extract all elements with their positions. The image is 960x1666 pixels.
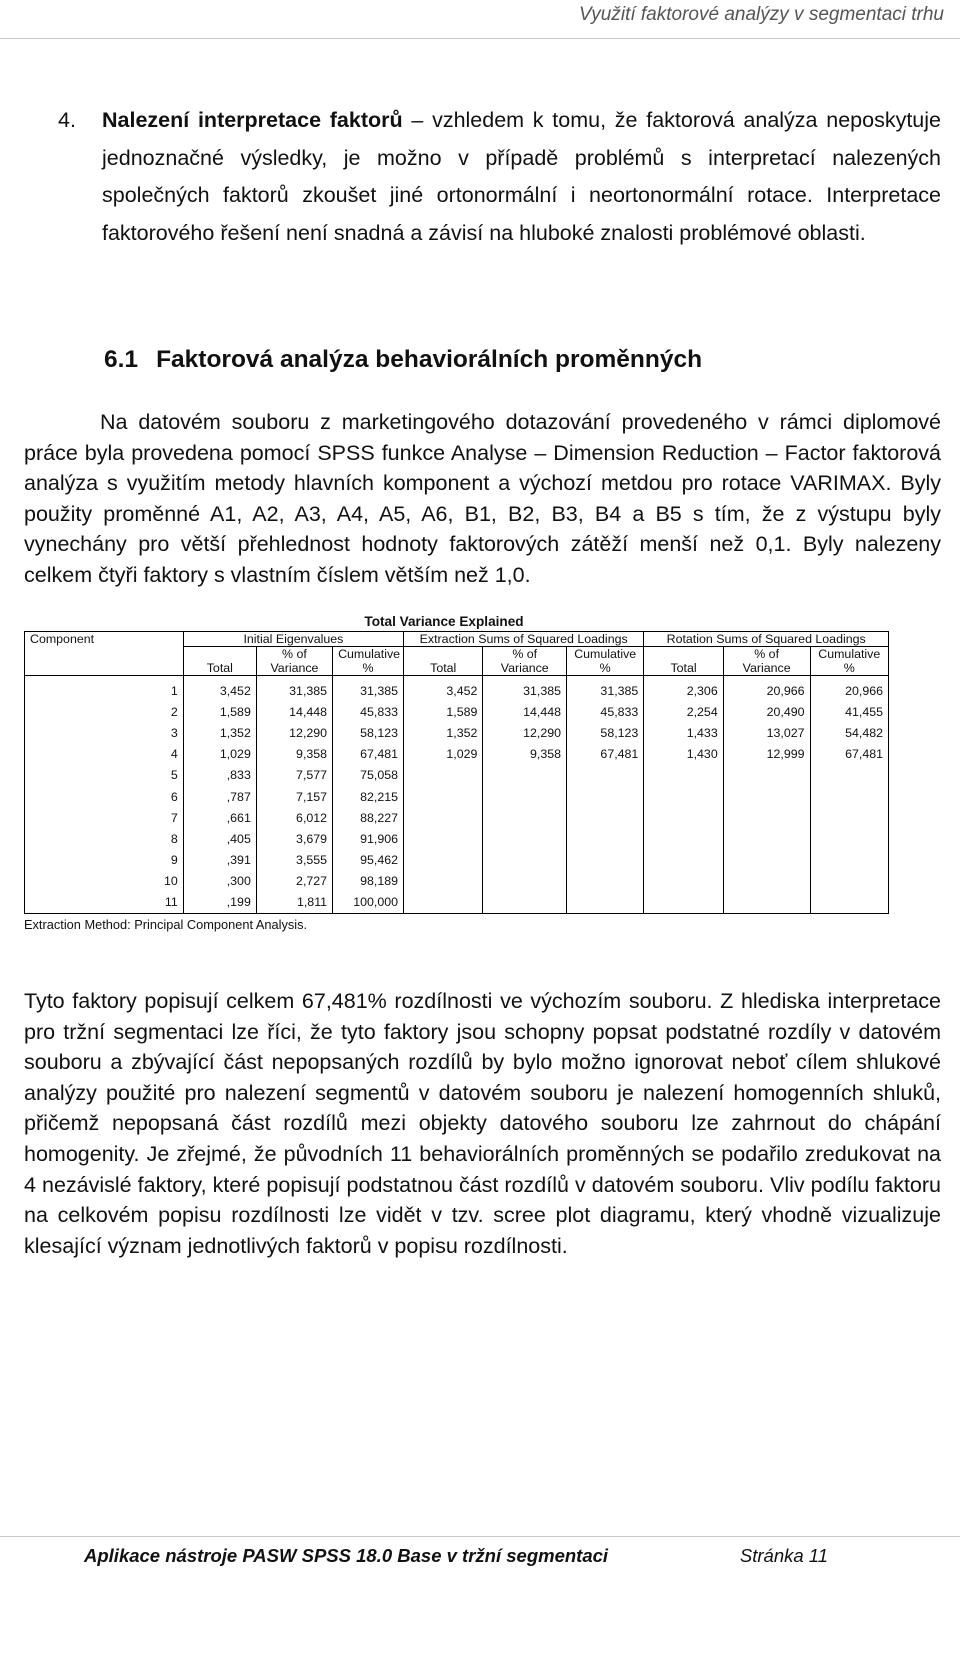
value-cell <box>567 807 644 828</box>
value-cell: 3,679 <box>256 828 332 849</box>
table-row <box>25 850 889 871</box>
value-cell <box>723 807 810 828</box>
value-cell: 1,811 <box>256 892 332 914</box>
value-cell <box>404 850 483 871</box>
value-cell <box>644 786 723 807</box>
value-cell <box>644 807 723 828</box>
section-heading <box>104 346 702 374</box>
value-cell <box>483 871 567 892</box>
value-cell: 7,577 <box>256 765 332 786</box>
value-cell: ,405 <box>183 828 256 849</box>
value-cell: 2,306 <box>644 676 723 702</box>
component-cell: 8 <box>25 828 184 849</box>
value-cell: 13,027 <box>723 722 810 743</box>
page-number: Stránka 11 <box>739 1545 828 1566</box>
value-cell: 31,385 <box>333 676 404 702</box>
value-cell <box>810 871 888 892</box>
sub-header-cum-line: % <box>599 661 611 675</box>
section-number: 6.1 <box>104 346 139 373</box>
value-cell: 1,029 <box>404 744 483 765</box>
value-cell <box>644 828 723 849</box>
sub-header-pct-line: Variance <box>270 661 319 675</box>
value-cell: 14,448 <box>256 701 332 722</box>
value-cell: 45,833 <box>567 701 644 722</box>
numbered-list-item <box>36 102 941 252</box>
value-cell: 20,490 <box>723 701 810 722</box>
value-cell <box>810 786 888 807</box>
value-cell: 98,189 <box>333 871 404 892</box>
value-cell: 6,012 <box>256 807 332 828</box>
value-cell: 45,833 <box>333 701 404 722</box>
value-cell <box>567 892 644 914</box>
value-cell: ,787 <box>183 786 256 807</box>
component-cell: 7 <box>25 807 184 828</box>
list-item-lead: Nalezení interpretace faktorů <box>102 108 403 132</box>
sub-header-cum-line: Cumulative <box>574 647 637 661</box>
value-cell: ,300 <box>183 871 256 892</box>
value-cell <box>567 850 644 871</box>
value-cell: 58,123 <box>333 722 404 743</box>
table-row <box>25 701 889 722</box>
value-cell <box>567 871 644 892</box>
value-cell <box>483 786 567 807</box>
component-cell: 4 <box>25 744 184 765</box>
value-cell: ,391 <box>183 850 256 871</box>
value-cell: 88,227 <box>333 807 404 828</box>
value-cell <box>810 892 888 914</box>
table-body <box>25 676 889 914</box>
value-cell <box>483 807 567 828</box>
sub-header-cum-line: Cumulative <box>338 647 401 661</box>
value-cell: 2,254 <box>644 701 723 722</box>
section-title: Faktorová analýza behaviorálních proměnných <box>156 346 703 373</box>
value-cell <box>723 765 810 786</box>
value-cell: 2,727 <box>256 871 332 892</box>
value-cell: 54,482 <box>810 722 888 743</box>
value-cell <box>644 871 723 892</box>
sub-header-pct <box>256 647 332 676</box>
component-cell: 1 <box>25 676 184 702</box>
value-cell <box>404 871 483 892</box>
value-cell: 1,430 <box>644 744 723 765</box>
sub-header-pct-line: % of <box>754 647 780 661</box>
sub-header-cumulative <box>810 647 888 676</box>
value-cell: 67,481 <box>567 744 644 765</box>
component-cell: 5 <box>25 765 184 786</box>
value-cell <box>404 786 483 807</box>
sub-header-cumulative <box>567 647 644 676</box>
list-number: 4. <box>58 108 76 132</box>
value-cell: 58,123 <box>567 722 644 743</box>
value-cell <box>404 765 483 786</box>
footer-title: Aplikace nástroje PASW SPSS 18.0 Base v tržní segmentaci <box>84 1545 609 1566</box>
value-cell <box>483 765 567 786</box>
value-cell: 12,290 <box>483 722 567 743</box>
value-cell: 9,358 <box>483 744 567 765</box>
value-cell: 95,462 <box>333 850 404 871</box>
table-caption: Total Variance Explained <box>364 614 524 629</box>
value-cell: 75,058 <box>333 765 404 786</box>
value-cell: 91,906 <box>333 828 404 849</box>
value-cell: 9,358 <box>256 744 332 765</box>
value-cell <box>567 828 644 849</box>
sub-header-pct-line: % of <box>512 647 538 661</box>
value-cell: 3,452 <box>404 676 483 702</box>
value-cell: 1,589 <box>404 701 483 722</box>
sub-header-pct <box>483 647 567 676</box>
value-cell <box>483 850 567 871</box>
value-cell <box>483 892 567 914</box>
sub-header-pct-line: Variance <box>500 661 549 675</box>
component-cell: 2 <box>25 701 184 722</box>
value-cell: 12,999 <box>723 744 810 765</box>
value-cell <box>644 850 723 871</box>
value-cell: 12,290 <box>256 722 332 743</box>
page-footer <box>84 1545 828 1567</box>
value-cell <box>723 892 810 914</box>
table-row <box>25 765 889 786</box>
running-header: Využití faktorové analýzy v segmentaci trhu <box>578 4 944 25</box>
component-cell: 9 <box>25 850 184 871</box>
table-row <box>25 744 889 765</box>
value-cell: 31,385 <box>567 676 644 702</box>
sub-header-pct-line: Variance <box>742 661 791 675</box>
value-cell: 3,555 <box>256 850 332 871</box>
variance-table <box>24 614 889 932</box>
intro-paragraph: Na datovém souboru z marketingového dotazování provedeného v rámci diplomové práce byla provedena pomocí SPSS funkce Analyse – Dimension Reduction – Factor faktorová analýza s využitím metody hlavních komponent a výchozí metdou pro rotace VARIMAX. Byly použity proměnné A1, A2, A3, A4, A5, A6, B1, B2, B3, B4 a B5 s tím, že z výstupu byly vynechány pro větší přehlednost hodnoty faktorových zátěží menší než 0,1. Byly nalezeny celkem čtyři faktory s vlastním číslem větším než 1,0. <box>24 410 941 587</box>
value-cell <box>723 850 810 871</box>
table-row <box>25 828 889 849</box>
value-cell: 1,029 <box>183 744 256 765</box>
value-cell <box>483 828 567 849</box>
value-cell: 31,385 <box>256 676 332 702</box>
value-cell: 20,966 <box>810 676 888 702</box>
table-row <box>25 807 889 828</box>
value-cell: 67,481 <box>333 744 404 765</box>
sub-header-cumulative <box>333 647 404 676</box>
component-cell: 11 <box>25 892 184 914</box>
variance-grid <box>24 631 889 914</box>
value-cell: 100,000 <box>333 892 404 914</box>
table-row <box>25 786 889 807</box>
sub-header-cum-line: % <box>362 661 374 675</box>
value-cell <box>810 765 888 786</box>
value-cell: 31,385 <box>483 676 567 702</box>
table-footnote: Extraction Method: Principal Component Analysis. <box>24 917 308 933</box>
sub-header-total: Total <box>404 647 483 676</box>
table-row <box>25 892 889 914</box>
value-cell: ,661 <box>183 807 256 828</box>
value-cell <box>404 828 483 849</box>
value-cell: 7,157 <box>256 786 332 807</box>
group-header-extraction: Extraction Sums of Squared Loadings <box>404 632 644 647</box>
value-cell: 67,481 <box>810 744 888 765</box>
sub-header-total: Total <box>644 647 723 676</box>
value-cell: 41,455 <box>810 701 888 722</box>
value-cell: 82,215 <box>333 786 404 807</box>
value-cell <box>644 892 723 914</box>
value-cell <box>723 871 810 892</box>
table-row <box>25 676 889 702</box>
component-header: Component <box>25 632 184 676</box>
header-rule <box>0 38 960 39</box>
value-cell <box>404 807 483 828</box>
value-cell <box>404 892 483 914</box>
footer-rule <box>0 1536 960 1537</box>
value-cell <box>810 807 888 828</box>
value-cell <box>810 828 888 849</box>
group-header-initial: Initial Eigenvalues <box>183 632 403 647</box>
value-cell: 1,352 <box>404 722 483 743</box>
value-cell <box>567 765 644 786</box>
value-cell: 14,448 <box>483 701 567 722</box>
value-cell: 1,352 <box>183 722 256 743</box>
sub-header-total: Total <box>183 647 256 676</box>
component-cell: 3 <box>25 722 184 743</box>
value-cell <box>644 765 723 786</box>
list-item-body: – vzhledem k tomu, že faktorová analýza neposkytuje jednoznačné výsledky, je možno v případě problémů s interpretací nalezených společných faktorů zkoušet jiné ortonormální i neortonormální rotace. Interpretace faktorového řešení není snadná a závisí na hluboké znalosti problémové oblasti. <box>102 108 941 245</box>
table-row <box>25 871 889 892</box>
value-cell <box>723 828 810 849</box>
group-header-rotation: Rotation Sums of Squared Loadings <box>644 632 889 647</box>
sub-header-pct-line: % of <box>282 647 307 661</box>
value-cell: 3,452 <box>183 676 256 702</box>
conclusion-paragraph: Tyto faktory popisují celkem 67,481% rozdílnosti ve výchozím souboru. Z hlediska interpretace pro tržní segmentaci lze říci, že tyto faktory jsou schopny popsat podstatné rozdíly v datovém souboru a zbývající část nepopsaných rozdílů by bylo možno ignorovat neboť cílem shlukové analýzy použité pro nalezení segmentů v datovém souboru je nalezení homogenních shluků, přičemž nepopsaná část rozdílů mezi objekty datového souboru lze zahrnout do chápání homogenity. Je zřejmé, že původních 11 behaviorálních proměnných se podařilo zredukovat na 4 nezávislé faktory, které popisují podstatnou část rozdílů v datovém souboru. Vliv podílu faktoru na celkovém popisu rozdílnosti lze vidět v tzv. scree plot diagramu, který vhodně vizualizuje klesající význam jednotlivých faktorů v popisu rozdílnosti. <box>24 989 941 1258</box>
value-cell <box>567 786 644 807</box>
value-cell <box>723 786 810 807</box>
value-cell: 1,589 <box>183 701 256 722</box>
component-cell: 6 <box>25 786 184 807</box>
value-cell: ,199 <box>183 892 256 914</box>
table-row <box>25 722 889 743</box>
sub-header-pct <box>723 647 810 676</box>
value-cell: 20,966 <box>723 676 810 702</box>
value-cell: ,833 <box>183 765 256 786</box>
value-cell: 1,433 <box>644 722 723 743</box>
sub-header-cum-line: Cumulative <box>818 647 881 661</box>
sub-header-cum-line: % <box>843 661 855 675</box>
value-cell <box>810 850 888 871</box>
component-cell: 10 <box>25 871 184 892</box>
list-item-text <box>102 102 941 252</box>
